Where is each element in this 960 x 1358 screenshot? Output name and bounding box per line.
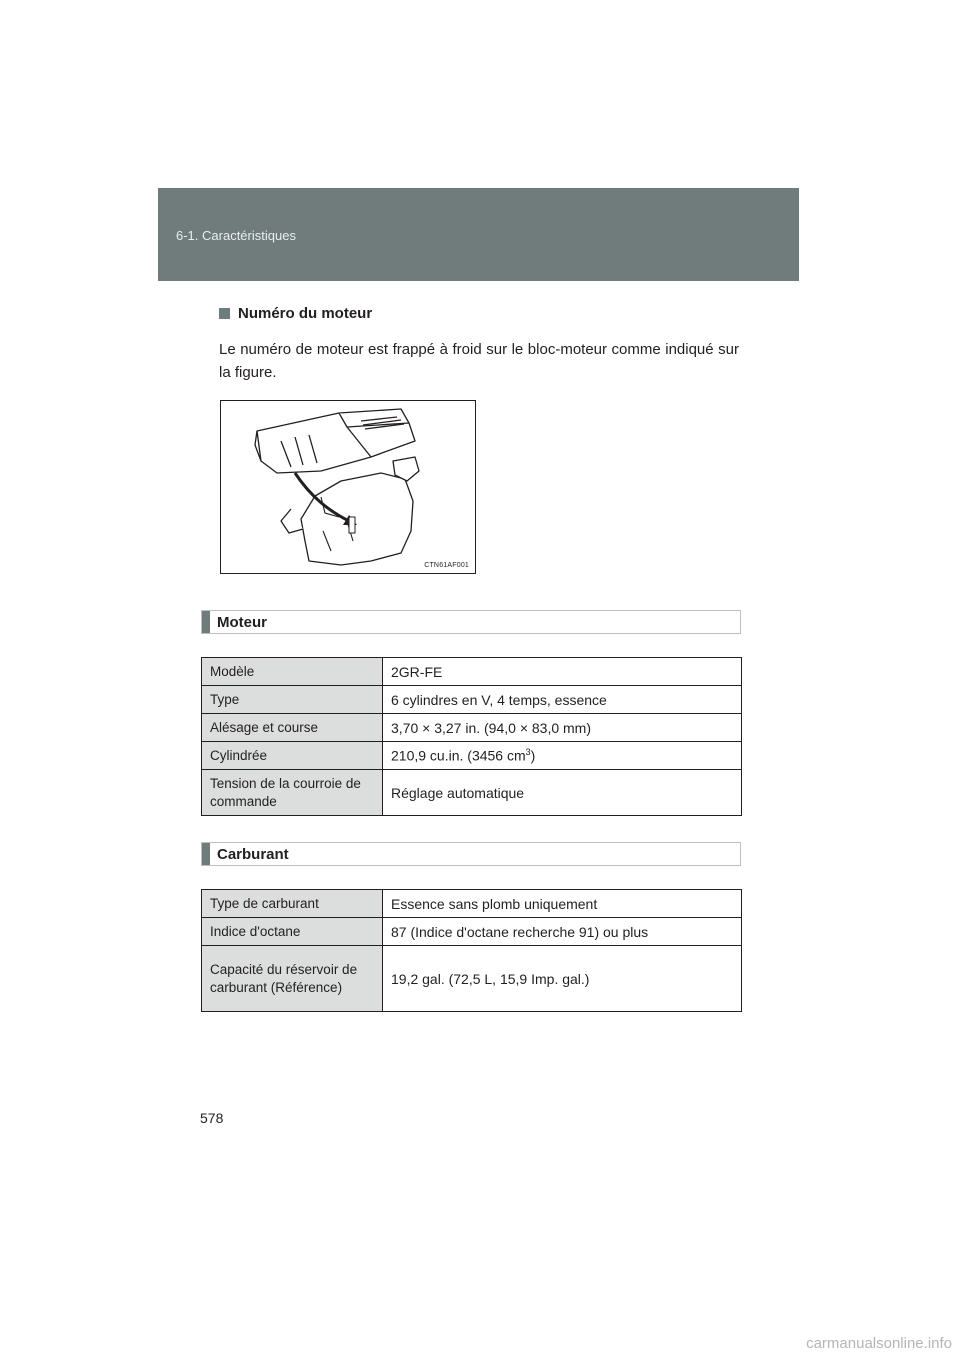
table-row bbox=[202, 686, 742, 714]
table-row bbox=[202, 946, 742, 1012]
spec-key: Indice d'octane bbox=[202, 918, 383, 946]
spec-key: Capacité du réservoir de carburant (Référence) bbox=[202, 946, 383, 1012]
spec-value bbox=[383, 742, 742, 770]
moteur-section-title bbox=[201, 610, 741, 634]
spec-value: Réglage automatique bbox=[383, 770, 742, 816]
table-row bbox=[202, 890, 742, 918]
engine-number-text: Le numéro de moteur est frappé à froid sur le bloc-moteur comme indiqué sur la figure. bbox=[219, 341, 739, 381]
engine-number-heading bbox=[219, 305, 372, 322]
table-row bbox=[202, 742, 742, 770]
carburant-section-title bbox=[201, 842, 741, 866]
spec-value: Essence sans plomb uniquement bbox=[383, 890, 742, 918]
spec-value: 6 cylindres en V, 4 temps, essence bbox=[383, 686, 742, 714]
figure-code: CTN61AF001 bbox=[424, 562, 469, 569]
section-bar-icon bbox=[202, 611, 210, 633]
spec-value: 3,70 × 3,27 in. (94,0 × 83,0 mm) bbox=[383, 714, 742, 742]
spec-key: Cylindrée bbox=[202, 742, 383, 770]
page-number: 578 bbox=[200, 1110, 224, 1126]
spec-key: Type de carburant bbox=[202, 890, 383, 918]
engine-drawing bbox=[221, 401, 475, 573]
superscript-3: 3 bbox=[525, 747, 531, 758]
spec-value: 19,2 gal. (72,5 L, 15,9 Imp. gal.) bbox=[383, 946, 742, 1012]
section-breadcrumb: 6-1. Caractéristiques bbox=[176, 228, 296, 243]
displacement-value: 210,9 cu.in. (3456 cm bbox=[391, 747, 526, 764]
carburant-table bbox=[201, 889, 742, 1012]
table-row bbox=[202, 918, 742, 946]
square-bullet-icon bbox=[219, 308, 230, 319]
spec-key: Modèle bbox=[202, 658, 383, 686]
spec-key: Alésage et course bbox=[202, 714, 383, 742]
spec-key: Type bbox=[202, 686, 383, 714]
table-row bbox=[202, 770, 742, 816]
section-bar-icon bbox=[202, 843, 210, 865]
table-row bbox=[202, 714, 742, 742]
header-band bbox=[158, 188, 799, 281]
carburant-title: Carburant bbox=[217, 846, 289, 863]
spec-key: Tension de la courroie de commande bbox=[202, 770, 383, 816]
moteur-title: Moteur bbox=[217, 614, 267, 631]
watermark: carmanualsonline.info bbox=[806, 1335, 952, 1352]
spec-value: 87 (Indice d'octane recherche 91) ou plus bbox=[383, 918, 742, 946]
displacement-tail: ) bbox=[530, 747, 536, 764]
spec-value: 2GR-FE bbox=[383, 658, 742, 686]
engine-number-heading-text: Numéro du moteur bbox=[238, 305, 373, 322]
table-row bbox=[202, 658, 742, 686]
moteur-table bbox=[201, 657, 742, 816]
engine-figure bbox=[220, 400, 476, 574]
